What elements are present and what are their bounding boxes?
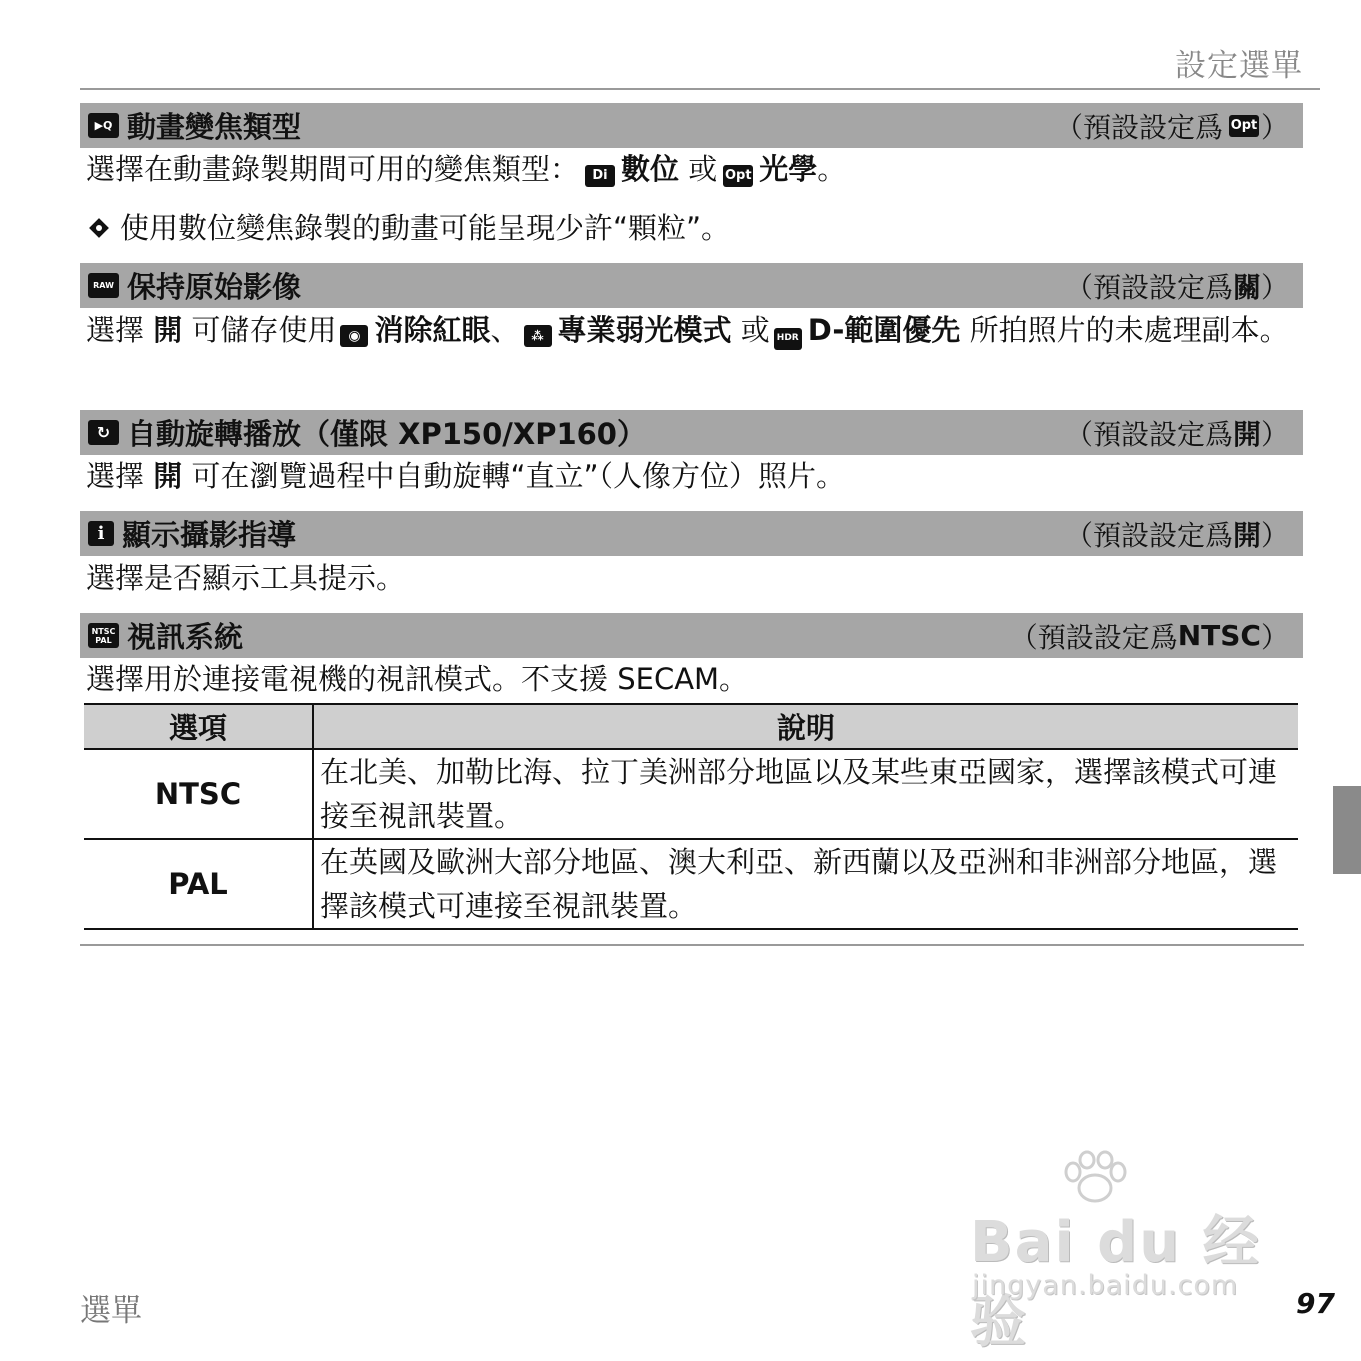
default-prefix: （預設設定爲 [1009,620,1178,654]
page-number: 97 [1296,1287,1335,1320]
body-text: 選擇 [86,459,145,493]
section-bar-shooting-guide [80,511,1303,556]
auto-rotate-icon: ↻ [88,420,119,445]
table-cell-option: PAL [84,839,313,929]
default-prefix: （預設設定爲 [1064,518,1233,552]
movie-zoom-icon: ▶Q [88,113,119,138]
save-original-icon: RAW [88,273,119,298]
section-default-video-system [1010,616,1289,656]
default-value: 開 [1232,417,1261,451]
chapter-side-tab [1333,786,1361,874]
ntsc-icon-text: NTSC [91,626,116,636]
pro-low-light-label: 專業弱光模式 [557,313,732,347]
note-icon [89,218,109,238]
default-suffix: ） [1260,270,1289,304]
watermark-url-text: jingyan.baidu.com [972,1270,1239,1301]
section-body-shooting-guide [86,555,1296,601]
table-cell-option: NTSC [84,749,313,839]
body-text: 選擇是否顯示工具提示。 [86,561,406,595]
default-prefix: （預設設定爲 [1064,417,1233,451]
content-bottom-divider [80,944,1304,946]
default-suffix: ） [1260,518,1289,552]
baidu-watermark [960,1150,1290,1355]
hdr-icon: HDR [774,328,802,350]
video-system-icon [88,623,119,648]
table-header-option: 選項 [84,704,313,749]
section-title-text: 顯示攝影指導 [122,518,297,552]
default-suffix: ） [1260,110,1289,144]
or-text: 或 [688,152,718,186]
section-title-shooting-guide [88,513,296,554]
body-text: 選擇 [86,313,145,347]
default-suffix: ） [1260,620,1289,654]
red-eye-label: 消除紅眼 [374,313,491,347]
default-value: NTSC [1177,619,1261,652]
section-title-video-system [88,615,243,656]
section-body-video-system [86,656,1296,702]
footer-label: 選單 [80,1293,142,1329]
section-title-movie-zoom [88,105,301,146]
default-suffix: ） [1260,417,1289,451]
section-default-shooting-guide [1065,514,1289,554]
section-title-text: 自動旋轉播放（僅限 XP150/XP160） [127,417,646,451]
video-system-table [84,703,1298,930]
default-value: 開 [1232,518,1261,552]
digital-zoom-icon: Di [585,165,615,187]
body-text: 可儲存使用 [191,313,337,347]
page-header-title: 設定選單 [1175,48,1303,84]
optical-zoom-icon: Opt [1229,115,1259,137]
digital-label: 數位 [621,152,680,186]
section-title-save-original [88,265,301,306]
table-row [84,749,1298,839]
section-title-text: 視訊系統 [127,620,244,654]
section-default-save-original [1065,266,1289,306]
section-body-movie-zoom [86,146,1296,192]
section-title-text: 動畫變焦類型 [127,110,302,144]
header-divider [80,88,1320,90]
section-body-auto-rotate [86,453,1296,499]
optical-zoom-icon: Opt [723,165,753,187]
default-prefix: （預設設定爲 [1064,270,1233,304]
table-header-row [84,704,1298,749]
body-text: 所拍照片的未處理副本。 [969,313,1289,347]
section-title-text: 保持原始影像 [127,270,302,304]
body-text: 選擇用於連接電視機的視訊模式。不支援 SECAM。 [86,662,749,696]
section-bar-save-original [80,263,1303,308]
d-range-label: D-範圍優先 [807,313,961,347]
section-bar-auto-rotate [80,410,1303,455]
or-text: 或 [740,313,770,347]
note-movie-zoom [86,205,1296,251]
table-cell-description: 在英國及歐洲大部分地區、澳大利亞、新西蘭以及亞洲和非洲部分地區，選擇該模式可連接至視訊裝置。 [313,839,1298,929]
section-bar-video-system [80,613,1303,658]
pal-icon-text: PAL [95,635,112,645]
watermark-main-text: Bai du 经验 [970,1210,1261,1355]
table-row [84,839,1298,929]
default-value: 關 [1232,270,1261,304]
section-default-auto-rotate [1065,413,1289,453]
table-header-description: 說明 [313,704,1298,749]
section-body-save-original [86,307,1296,353]
on-label: 開 [153,313,183,347]
section-bar-movie-zoom [80,103,1303,148]
info-icon: i [88,521,114,546]
body-text: 可在瀏覽過程中自動旋轉“直立”（人像方位）照片。 [191,459,846,493]
note-text: 使用數位變焦錄製的動畫可能呈現少許“顆粒”。 [120,211,731,245]
period: 。 [817,152,847,186]
body-text: 選擇在動畫錄製期間可用的變焦類型： [86,152,580,186]
red-eye-icon: ◉ [340,325,368,347]
default-prefix: （預設設定爲 [1054,110,1223,144]
separator: 、 [490,313,520,347]
optical-label: 光學 [759,152,818,186]
pro-low-light-icon: ⁂ [524,325,552,347]
paw-logo-icon [1055,1150,1135,1205]
on-label: 開 [153,459,183,493]
section-default-movie-zoom [1055,106,1289,146]
table-cell-description: 在北美、加勒比海、拉丁美洲部分地區以及某些東亞國家，選擇該模式可連接至視訊裝置。 [313,749,1298,839]
section-title-auto-rotate [88,412,646,453]
